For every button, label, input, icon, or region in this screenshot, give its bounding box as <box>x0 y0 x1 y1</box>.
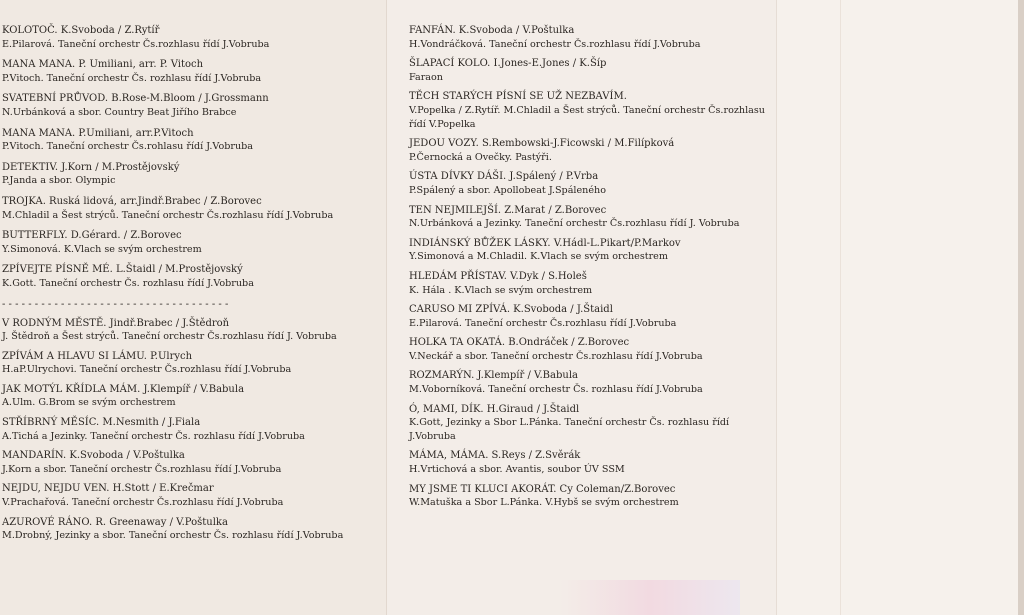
song-credits: P.Vitoch. Taneční orchestr Čs. rozhlasu řídí J.Vobruba <box>2 72 262 84</box>
song-entry <box>2 92 382 119</box>
song-title: ZPÍVEJTE PÍSNĚ MÉ. L.Štaidl / M.Prostějovský <box>2 264 243 276</box>
tracklist-part1 <box>2 24 382 291</box>
song-title: ŠLAPACÍ KOLO. I.Jones-E.Jones / K.Šíp <box>409 58 607 70</box>
song-title: AZUROVÉ RÁNO. R. Greenaway / V.Poštulka <box>2 516 228 528</box>
song-credits: V.Prachařová. Taneční orchestr Čs.rozhlasu řídí J.Vobruba <box>2 497 284 509</box>
song-entry <box>2 317 382 344</box>
song-entry <box>409 90 775 131</box>
song-title: BUTTERFLY. D.Gérard. / Z.Borovec <box>2 230 182 242</box>
song-credits: J. Štědroň a Šest strýců. Taneční orchestr Čs.rozhlasu řídí J. Vobruba <box>2 331 337 343</box>
song-credits: E.Pilarová. Taneční orchestr Čs.rozhlasu řídí J.Vobruba <box>409 317 677 329</box>
song-entry <box>2 195 382 222</box>
song-entry <box>409 137 775 164</box>
song-entry <box>2 383 382 410</box>
song-title: TEN NEJMILEJŠÍ. Z.Marat / Z.Borovec <box>409 204 607 216</box>
song-credits: M.Chladil a Šest strýců. Taneční orchestr Čs.rozhlasu řídí J.Vobruba <box>2 209 334 221</box>
song-entry <box>409 336 775 363</box>
song-entry <box>2 416 382 443</box>
song-entry <box>409 270 775 297</box>
song-entry <box>409 483 775 510</box>
paper-edge <box>1018 0 1024 615</box>
left-tracklist <box>2 24 382 543</box>
song-title: STŘÍBRNÝ MĚSÍC. M.Nesmith / J.Fiala <box>2 417 201 429</box>
song-title: HLEDÁM PŘÍSTAV. V.Dyk / S.Holeš <box>409 270 587 282</box>
song-title: MANDARÍN. K.Svoboda / V.Poštulka <box>2 450 185 462</box>
song-entry <box>2 482 382 509</box>
song-title: SVATEBNÍ PRŮVOD. B.Rose-M.Bloom / J.Grossmann <box>2 93 269 105</box>
song-credits: V.Popelka / Z.Rytíř. M.Chladil a Šest strýců. Taneční orchestr Čs.rozhlasu řídí V.Popelka <box>409 104 765 130</box>
song-entry <box>2 161 382 188</box>
song-entry <box>409 403 775 444</box>
song-title: HOLKA TA OKATÁ. B.Ondráček / Z.Borovec <box>409 337 630 349</box>
song-title: TĚCH STARÝCH PÍSNÍ SE UŽ NEZBAVÍM. <box>409 91 627 103</box>
song-title: ROZMARÝN. J.Klempíř / V.Babula <box>409 370 578 382</box>
song-title: MY JSME TI KLUCI AKORÁT. Cy Coleman/Z.Borovec <box>409 483 676 495</box>
song-title: CARUSO MI ZPÍVÁ. K.Svoboda / J.Štaidl <box>409 304 613 316</box>
song-entry <box>409 24 775 51</box>
song-title: MANA MANA. P.Umiliani, arr.P.Vitoch <box>2 127 194 139</box>
song-title: MÁMA, MÁMA. S.Reys / Z.Svěrák <box>409 450 581 462</box>
song-credits: N.Urbánková a Jezinky. Taneční orchestr Čs.rozhlasu řídí J. Vobruba <box>409 218 740 230</box>
song-credits: K.Gott. Taneční orchestr Čs. rozhlasu řídí J.Vobruba <box>2 277 254 289</box>
song-entry <box>2 516 382 543</box>
song-title: ÚSTA DÍVKY DÁŠI. J.Spálený / P.Vrba <box>409 171 599 183</box>
paper-stain <box>560 580 740 615</box>
song-credits: H.aP.Ulrychovi. Taneční orchestr Čs.rozhlasu řídí J.Vobruba <box>2 364 292 376</box>
song-title: DETEKTIV. J.Korn / M.Prostějovský <box>2 161 180 173</box>
song-credits: M.Voborníková. Taneční orchestr Čs. rozhlasu řídí J.Vobruba <box>409 384 703 396</box>
song-credits: J.Korn a sbor. Taneční orchestr Čs.rozhlasu řídí J.Vobruba <box>2 463 282 475</box>
song-credits: P.Spálený a sbor. Apollobeat J.Spáleného <box>409 184 606 196</box>
section-divider: - - - - - - - - - - - - - - - - - - - - - - - - - - - - - - - - - - - <box>2 298 229 310</box>
song-credits: H.Vondráčková. Taneční orchestr Čs.rozhlasu řídí J.Vobruba <box>409 38 701 50</box>
song-credits: K. Hála . K.Vlach se svým orchestrem <box>409 284 593 296</box>
song-credits: W.Matuška a Sbor L.Pánka. V.Hybš se svým orchestrem <box>409 497 679 509</box>
song-credits: V.Neckář a sbor. Taneční orchestr Čs.rozhlasu řídí J.Vobruba <box>409 350 703 362</box>
right-tracklist <box>409 24 775 510</box>
song-entry <box>2 449 382 476</box>
song-credits: P.Janda a sbor. Olympic <box>2 175 116 187</box>
song-entry <box>2 229 382 256</box>
song-title: NEJDU, NEJDU VEN. H.Stott / E.Krečmar <box>2 483 214 495</box>
song-title: TROJKA. Ruská lidová, arr.Jindř.Brabec / Z.Borovec <box>2 195 262 207</box>
song-title: Ó, MAMI, DÍK. H.Giraud / J.Štaidl <box>409 403 580 415</box>
blank-right-panel <box>776 0 1024 615</box>
song-title: MANA MANA. P. Umiliani, arr. P. Vitoch <box>2 59 204 71</box>
song-credits: A.Tichá a Jezinky. Taneční orchestr Čs. rozhlasu řídí J.Vobruba <box>2 430 305 442</box>
song-entry <box>409 204 775 231</box>
song-entry <box>2 24 382 51</box>
song-entry <box>2 58 382 85</box>
song-entry <box>2 350 382 377</box>
tracklist-right <box>409 24 775 510</box>
song-entry <box>2 263 382 290</box>
song-credits: Faraon <box>409 71 443 83</box>
tracklist-part2 <box>2 317 382 543</box>
song-entry <box>2 127 382 154</box>
song-credits: M.Drobný, Jezinky a sbor. Taneční orchestr Čs. rozhlasu řídí J.Vobruba <box>2 530 344 542</box>
song-title: KOLOTOČ. K.Svoboda / Z.Rytíř <box>2 25 160 36</box>
song-entry <box>409 449 775 476</box>
song-credits: Y.Simonová a M.Chladil. K.Vlach se svým orchestrem <box>409 251 668 263</box>
song-title: JAK MOTÝL KŘÍDLA MÁM. J.Klempíř / V.Babula <box>2 383 245 395</box>
song-credits: N.Urbánková a sbor. Country Beat Jiřího Brabce <box>2 106 237 118</box>
song-credits: H.Vrtichová a sbor. Avantis, soubor ÚV SSM <box>409 464 625 476</box>
song-credits: P.Černocká a Ovečky. Pastýři. <box>409 151 552 163</box>
song-title: FANFÁN. K.Svoboda / V.Poštulka <box>409 25 575 36</box>
song-entry <box>409 57 775 84</box>
song-title: INDIÁNSKÝ BŮŽEK LÁSKY. V.Hádl-L.Pikart/P.Markov <box>409 237 681 249</box>
song-entry <box>409 237 775 264</box>
song-entry <box>409 170 775 197</box>
song-credits: K.Gott, Jezinky a Sbor L.Pánka. Taneční orchestr Čs. rozhlasu řídí J.Vobruba <box>409 417 730 442</box>
song-title: JEDOU VOZY. S.Rembowski-J.Ficowski / M.Filípková <box>409 138 675 150</box>
song-credits: E.Pilarová. Taneční orchestr Čs.rozhlasu řídí J.Vobruba <box>2 38 270 50</box>
song-credits: Y.Simonová. K.Vlach se svým orchestrem <box>2 243 202 255</box>
song-entry <box>409 303 775 330</box>
paper-fold <box>840 0 841 615</box>
song-entry <box>409 369 775 396</box>
song-credits: P.Vitoch. Taneční orchestr Čs.rohlasu řídí J.Vobruba <box>2 141 254 153</box>
song-title: V RODNÝM MĚSTĚ. Jindř.Brabec / J.Štědroň <box>2 317 230 329</box>
song-title: ZPÍVÁM A HLAVU SI LÁMU. P.Ulrych <box>2 350 193 362</box>
song-credits: A.Ulm. G.Brom se svým orchestrem <box>2 397 176 409</box>
